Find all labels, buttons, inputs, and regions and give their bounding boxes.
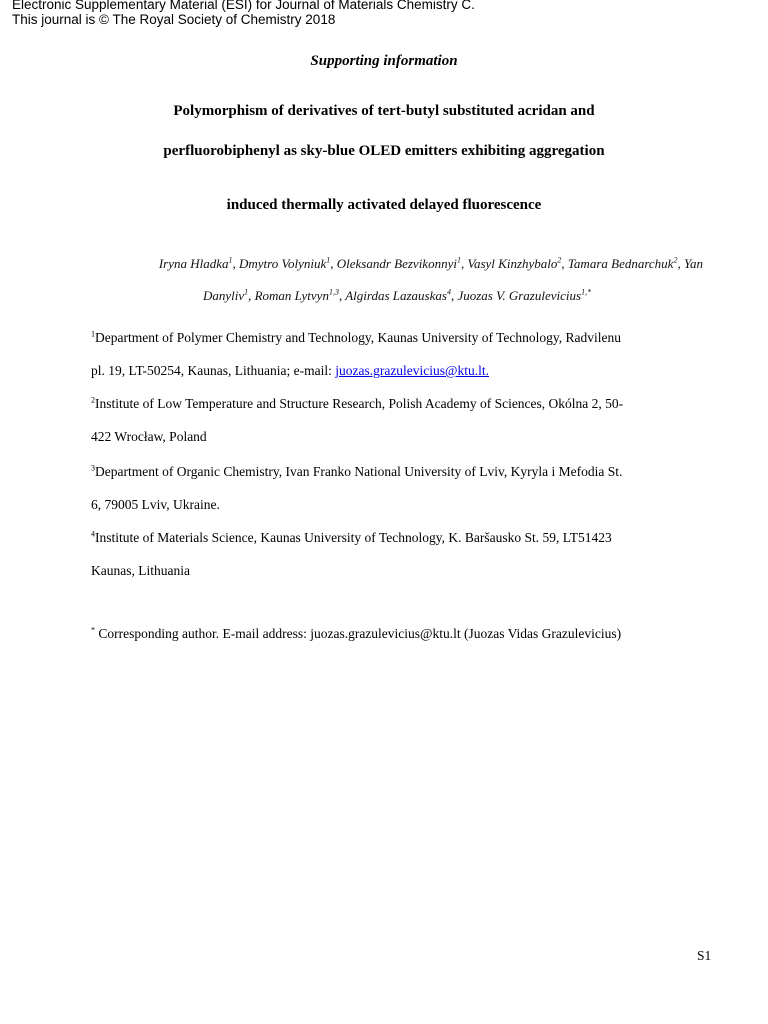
author-affil-sup: 1	[244, 287, 249, 297]
corresponding-author-note	[91, 626, 621, 642]
esi-header	[12, 0, 475, 27]
author-affil-sup: 4	[446, 287, 451, 297]
affiliation-text: Department of Organic Chemistry, Ivan Franko National University of Lviv, Kyryla i Mefodia St.	[95, 464, 623, 479]
author-name: Danyliv	[202, 288, 245, 303]
affiliation-line: Kaunas, Lithuania	[91, 563, 190, 578]
author-line-1	[90, 248, 703, 280]
affiliation-sup: 1	[91, 329, 95, 339]
affiliation-text: pl. 19, LT-50254, Kaunas, Lithuania; e-mail:	[91, 363, 336, 378]
affiliation-line	[91, 354, 705, 387]
esi-line-1: Electronic Supplementary Material (ESI) for Journal of Materials Chemistry C.	[12, 0, 475, 12]
author-list	[90, 248, 704, 312]
affiliation-sup: 3	[91, 463, 95, 473]
affiliation-line	[91, 387, 705, 420]
author-name: , Yan	[677, 256, 703, 271]
affiliation-text: Institute of Materials Science, Kaunas University of Technology, K. Baršausko St. 59, LT51423	[95, 530, 612, 545]
email-link[interactable]: juozas.grazulevicius@ktu.lt.	[335, 363, 489, 378]
affiliation-line: 6, 79005 Lviv, Ukraine.	[91, 497, 220, 512]
author-affil-sup: 1	[228, 255, 233, 265]
affiliation-text: Institute of Low Temperature and Structure Research, Polish Academy of Sciences, Okólna 2, 50-	[95, 396, 624, 411]
affiliation-2	[91, 387, 705, 453]
author-name: , Roman Lytvyn	[248, 288, 329, 303]
author-affil-sup: 1,3	[328, 287, 339, 297]
author-name: Iryna Hladka	[158, 256, 229, 271]
page-number: S1	[697, 948, 712, 963]
author-affil-sup: 1	[456, 255, 461, 265]
author-name: , Oleksandr Bezvikonnyi	[330, 256, 457, 271]
esi-line-2: This journal is © The Royal Society of Chemistry 2018	[12, 12, 336, 27]
author-name: , Dmytro Volyniuk	[232, 256, 327, 271]
author-line-2	[90, 280, 704, 312]
affiliation-sup: 4	[91, 529, 95, 539]
affiliation-sup: 2	[91, 395, 95, 405]
corresponding-sup: *	[91, 625, 95, 635]
author-name: , Juozas V. Grazulevicius	[450, 288, 582, 303]
affiliation-1	[91, 321, 705, 387]
author-name: , Vasyl Kinzhybalo	[460, 256, 558, 271]
affiliation-line	[91, 521, 705, 554]
author-affil-sup: 2	[673, 255, 678, 265]
affiliation-text: Department of Polymer Chemistry and Technology, Kaunas University of Technology, Radvilenu	[95, 330, 622, 345]
affiliation-line	[91, 455, 705, 488]
author-name: , Algirdas Lazauskas	[338, 288, 447, 303]
author-affil-sup: 1	[326, 255, 331, 265]
supporting-information-heading: Supporting information	[310, 53, 458, 69]
affiliation-3	[91, 455, 705, 521]
affiliation-4	[91, 521, 705, 587]
author-affil-sup: 2	[557, 255, 562, 265]
affiliation-line: 422 Wrocław, Poland	[91, 429, 207, 444]
affiliation-line	[91, 321, 705, 354]
author-name: , Tamara Bednarchuk	[561, 256, 674, 271]
author-affil-sup: 1,*	[581, 287, 592, 297]
corresponding-text: Corresponding author. E-mail address: juozas.grazulevicius@ktu.lt (Juozas Vidas Grazulevicius)	[95, 626, 622, 641]
